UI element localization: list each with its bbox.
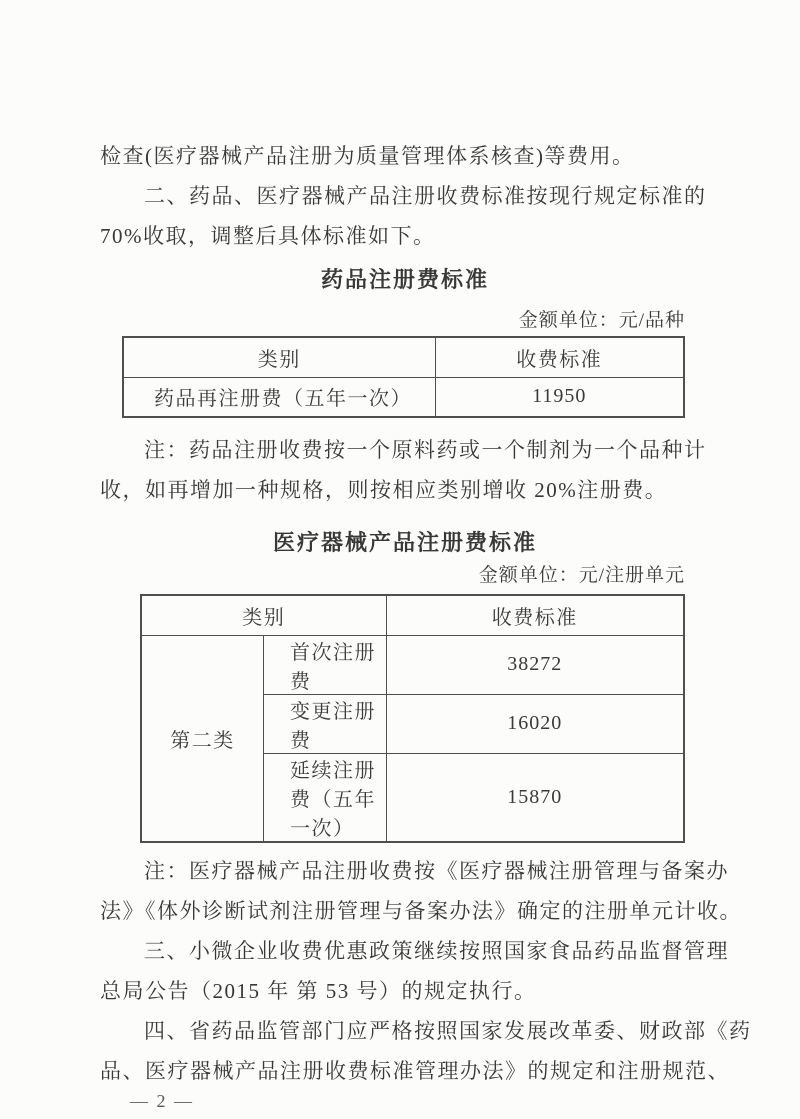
device-fee-note-line-1: 注：医疗器械产品注册收费按《医疗器械注册管理与备案办 <box>144 858 729 883</box>
device-fee-row-2-item: 变更注册费 <box>264 694 387 753</box>
drug-fee-header-category: 类别 <box>123 337 435 377</box>
drug-fee-note-line-1: 注：药品注册收费按一个原料药或一个制剂为一个品种计 <box>144 438 707 462</box>
device-fee-header-category: 类别 <box>141 595 386 635</box>
drug-fee-table <box>122 336 685 418</box>
drug-fee-header-fee: 收费标准 <box>435 337 684 377</box>
device-fee-row-1-fee: 38272 <box>386 635 684 694</box>
device-fee-header-fee: 收费标准 <box>386 595 684 635</box>
drug-fee-note-line-2: 收，如再增加一种规格，则按相应类别增收 20%注册费。 <box>100 478 668 502</box>
device-fee-row-2-fee: 16020 <box>386 694 684 753</box>
device-fee-title: 医疗器械产品注册费标准 <box>272 530 537 555</box>
table-row <box>141 635 684 694</box>
paragraph-4-line-1: 四、省药品监管部门应严格按照国家发展改革委、财政部《药 <box>144 1018 752 1043</box>
page-number: — 2 — <box>130 1090 194 1111</box>
paragraph-3-line-1: 三、小微企业收费优惠政策继续按照国家食品药品监督管理 <box>144 938 729 963</box>
drug-fee-title: 药品注册费标准 <box>320 267 489 292</box>
device-fee-row-1-item: 首次注册费 <box>264 635 387 694</box>
device-fee-row-3-item: 延续注册费（五年一次） <box>264 753 387 842</box>
table-row <box>123 377 684 417</box>
device-fee-table <box>140 594 685 843</box>
drug-fee-unit-label: 金额单位：元/品种 <box>518 310 685 331</box>
paragraph-1-line-1: 检查(医疗器械产品注册为质量管理体系核查)等费用。 <box>100 144 635 168</box>
drug-fee-row-fee: 11950 <box>435 377 684 417</box>
drug-fee-row-category: 药品再注册费（五年一次） <box>123 377 435 417</box>
paragraph-2-line-1: 二、药品、医疗器械产品注册收费标准按现行规定标准的 <box>144 184 707 208</box>
device-fee-row-3-fee: 15870 <box>386 753 684 842</box>
device-fee-note-line-2: 法》《体外诊断试剂注册管理与备案办法》确定的注册单元计收。 <box>100 898 742 923</box>
device-fee-table-header-row <box>141 595 684 635</box>
device-fee-unit-label: 金额单位：元/注册单元 <box>478 565 685 586</box>
device-fee-group-label: 第二类 <box>141 635 264 842</box>
drug-fee-table-header-row <box>123 337 684 377</box>
paragraph-2-line-2: 70%收取，调整后具体标准如下。 <box>100 224 436 248</box>
paragraph-3-line-2: 总局公告（2015 年 第 53 号）的规定执行。 <box>100 978 537 1003</box>
paragraph-4-line-2: 品、医疗器械产品注册收费标准管理办法》的规定和注册规范、 <box>100 1058 730 1083</box>
